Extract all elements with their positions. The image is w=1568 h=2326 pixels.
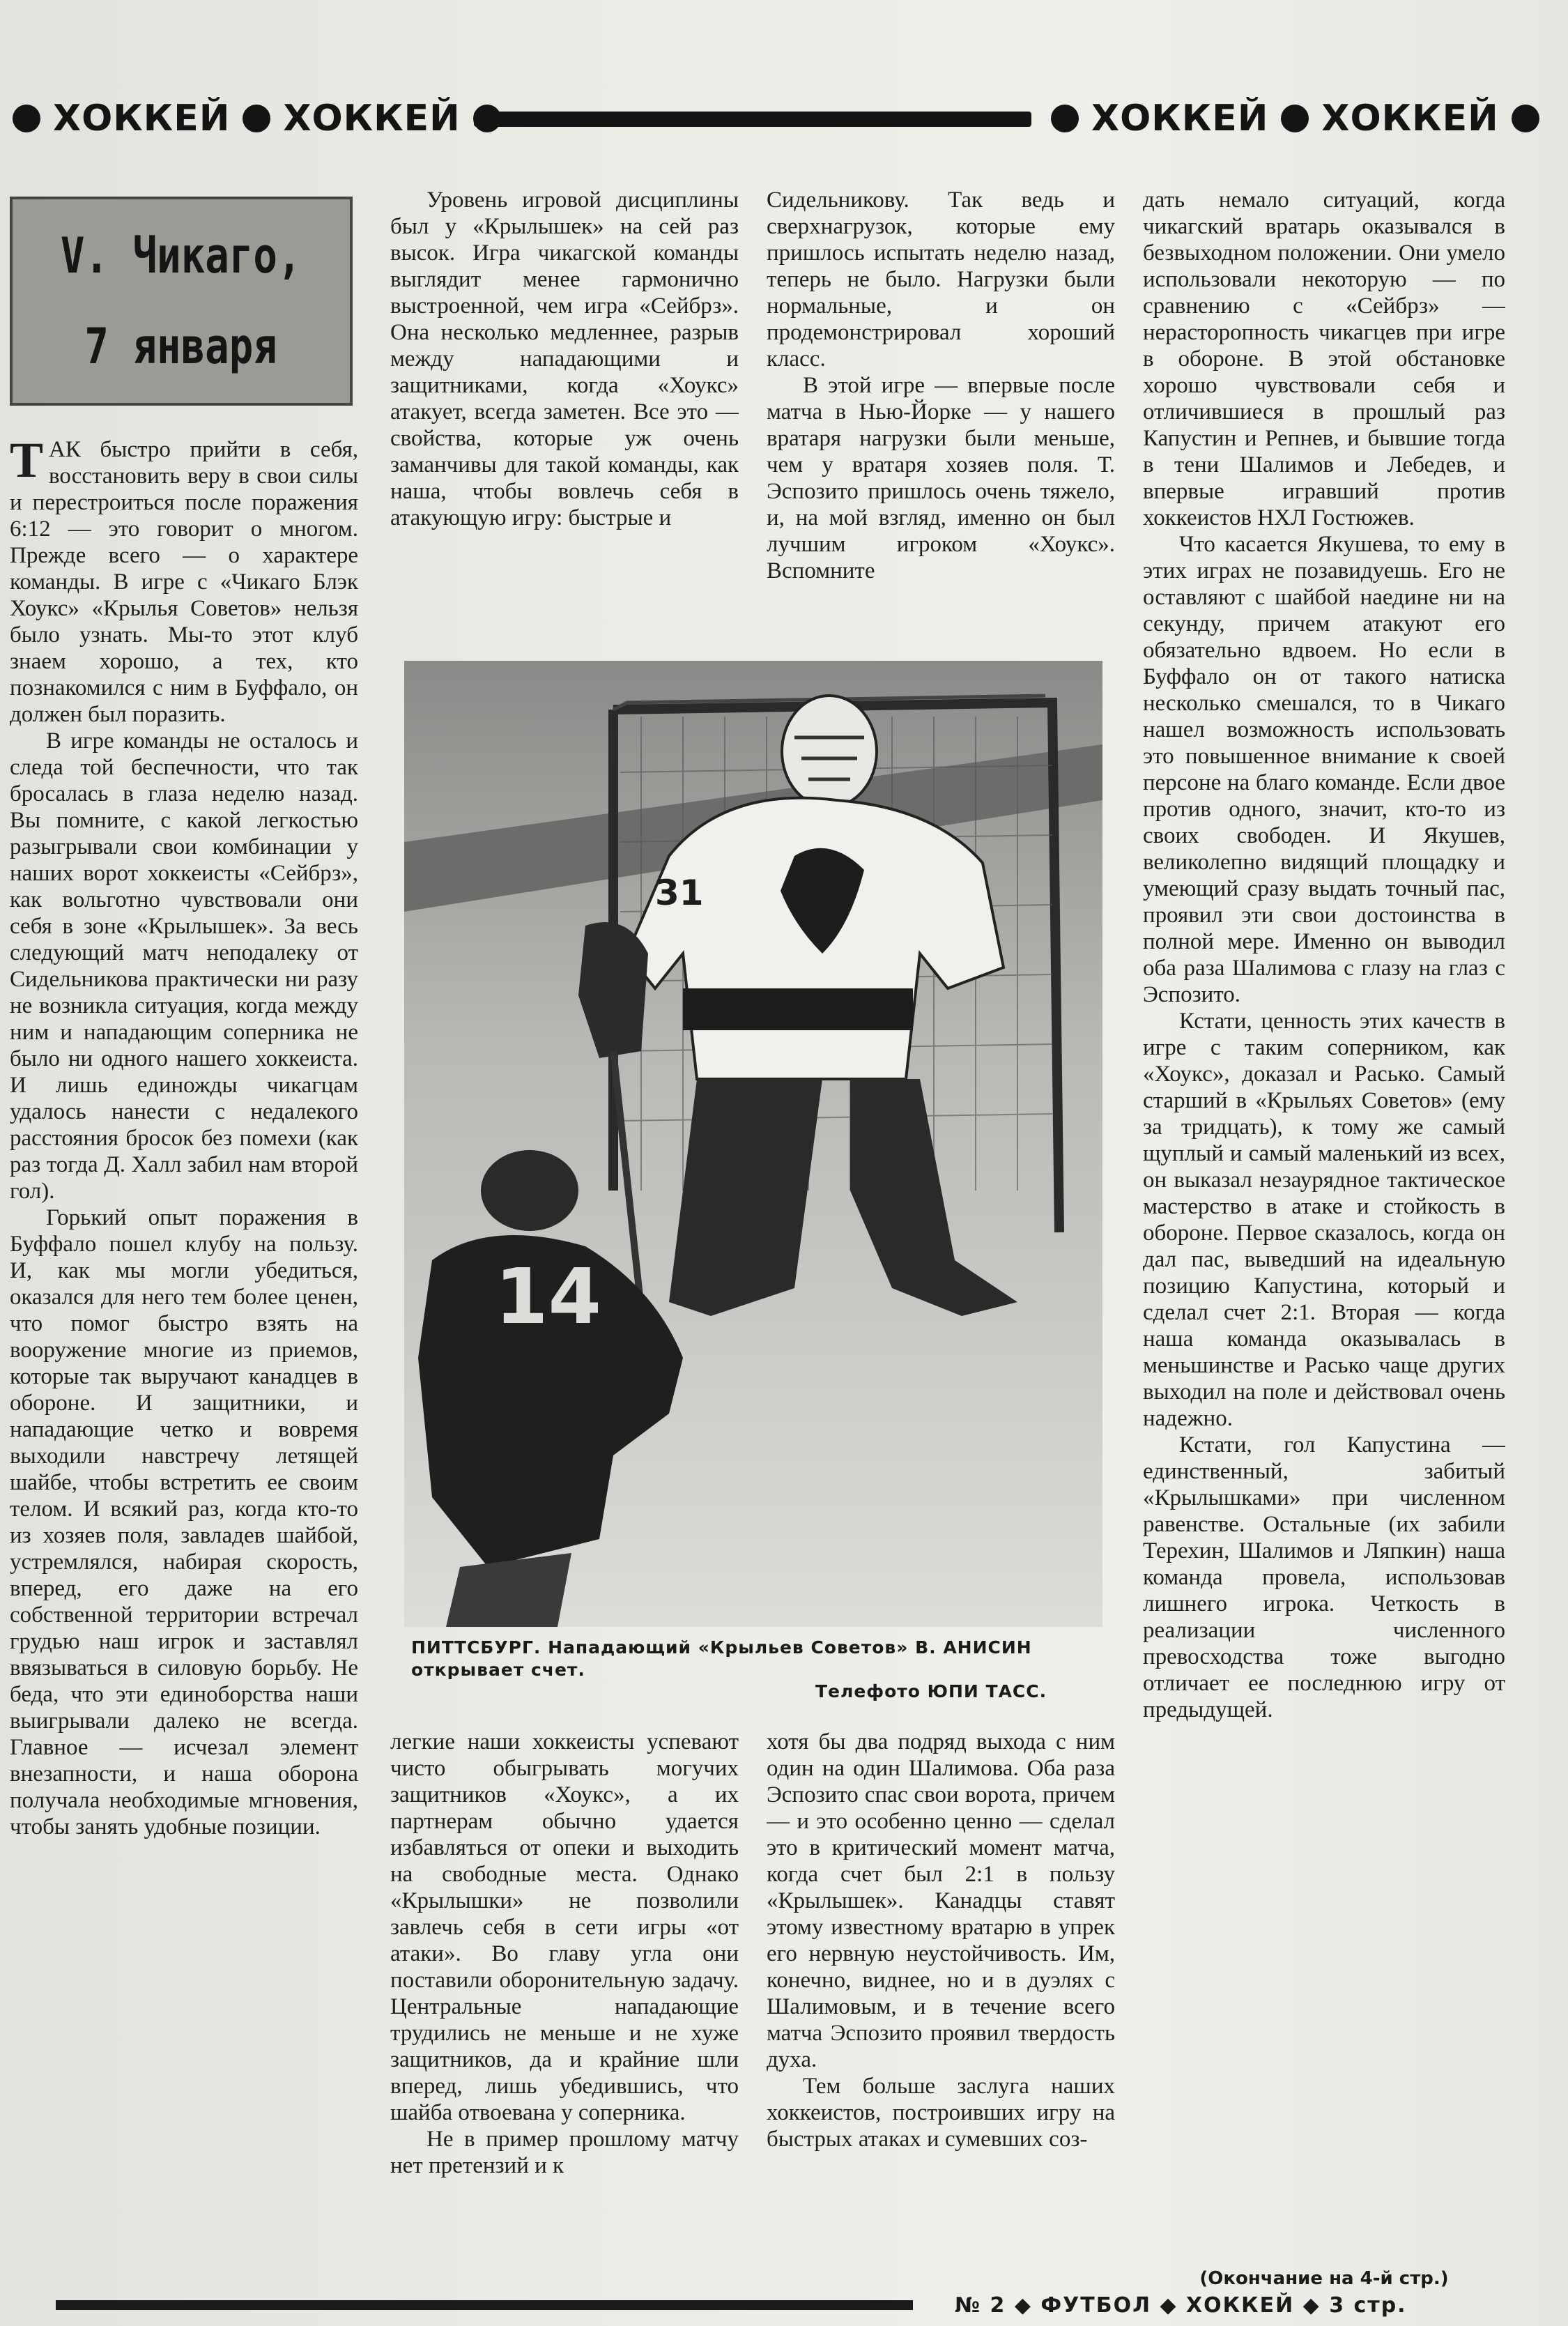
section-header xyxy=(0,84,1568,153)
paragraph xyxy=(10,436,358,728)
header-right xyxy=(1038,96,1552,141)
paragraph: Что касается Якушева, то ему в этих играх не позавидуешь. Его не оставляют с шайбой наедине ни на секунду, причем атакуют его обязательно вдвоем. Но если в Буффало он от такого натиска несколько смешался, то в Чикаго нашел возможность использовать это повышенное внимание к своей персоне на благо команде. Если двое против одного, значит, кто-то из своих свободен. И Якушев, великолепно видящий площадку и умеющий сразу выдать точный пас, проявил эти свои достоинства в полной мере. Именно он выводил оба раза Шалимова с глазу на глаз с Эспозито. xyxy=(1143,532,1505,1007)
paragraph: Не в пример прошлому матчу нет претензий и к xyxy=(390,2127,739,2178)
header-word: ХОККЕЙ xyxy=(283,98,461,139)
bullet-icon xyxy=(1512,105,1539,132)
paragraph: Горький опыт поражения в Буффало пошел клубу на пользу. И, как мы могли убедиться, оказался для него тем более ценен, что помог быстро взять на вооружение многие из приемов, которые так выручают канадцев в обороне. И защитники, и нападающие четко и вовремя выходили навстречу летящей шайбе, чтобы встретить ее своим телом. И всякий раз, когда кто-то из хозяев поля, завладев шайбой, устремлялся, набирая скорость, вперед, его даже на его собственной территории встречал грудью наш игрок и заставлял ввязываться в силовую борьбу. Не беда, что эти единоборства наши выигрывали далеко не всегда. Главное — исчезал элемент внезапности, и наша оборона получала необходимые мгновения, чтобы занять удобные позиции. xyxy=(10,1205,358,1839)
text-column-2-top xyxy=(390,187,739,647)
paragraph-text: АК быстро прийти в себя, восстановить веру в свои силы и перестроиться после поражения 6:12 — это говорит о многом. Прежде всего — о характере команды. В игре с «Чикаго Блэк Хоукс» «Крылья Советов» нельзя было узнать. Мы-то этот клуб знаем хорошо, а тех, кто познакомился с ним в Буффало, он должен был поразить. xyxy=(10,437,358,727)
header-word: ХОККЕЙ xyxy=(1321,98,1499,139)
paragraph: Тем больше заслуга наших хоккеистов, построивших игру на быстрых атаках и сумевших соз- xyxy=(767,2074,1115,2152)
goalie-number: 31 xyxy=(655,873,704,913)
photo-caption: ПИТТСБУРГ. Нападающий «Крыльев Советов» В. АНИСИН открывает счет. xyxy=(411,1637,1032,1680)
paragraph: Сидельникову. Так ведь и сверхнагрузок, которые ему пришлось испытать неделю назад, теперь не было. Нагрузки были нормальные, и он продемонстрировал хороший класс. xyxy=(767,188,1115,372)
article-title-line2: 7 января xyxy=(84,318,278,375)
hockey-photo xyxy=(404,661,1102,1627)
bullet-icon xyxy=(1051,105,1079,132)
drop-cap: Т xyxy=(10,436,44,488)
photo-illustration xyxy=(404,661,1102,1627)
text-column-4 xyxy=(1143,187,1505,2292)
header-left xyxy=(0,96,514,141)
footer-rule xyxy=(56,2300,913,2310)
paragraph: В этой игре — впервые после матча в Нью-Йорке — у нашего вратаря нагрузки были меньше, чем у вратаря хозяев поля. Т. Эспозито пришлось очень тяжело, и, на мой взгляд, именно он был лучшим игроком «Хоукс». Вспомните xyxy=(767,373,1115,583)
page-footer: № 2 ◆ ФУТБОЛ ◆ ХОККЕЙ ◆ 3 стр. xyxy=(955,2293,1407,2318)
bullet-icon xyxy=(243,105,270,132)
photo-credit: Телефото ЮПИ ТАСС. xyxy=(815,1681,1047,1701)
paragraph: В игре команды не осталось и следа той беспечности, что так бросалась в глаза неделю назад. Вы помните, с какой легкостью разыгрывали свои комбинации у наших ворот хоккеисты «Сейбрз», как вольготно чувствовали они себя в зоне «Крылышек». За весь следующий матч неподалеку от Сидельникова практически ни разу не возникла ситуация, когда между ним и нападающим соперника не было ни одного нашего хоккеиста. И лишь единожды чикагцам удалось нанести с недалекого расстояния бросок без помехи (как раз тогда Д. Халл забил нам второй гол). xyxy=(10,728,358,1204)
header-word: ХОККЕЙ xyxy=(53,98,231,139)
paragraph: Кстати, ценность этих качеств в игре с таким соперником, как «Хоукс», доказал и Расько. Самый старший в «Крыльях Советов» (ему за тридцать), к тому же самый щуплый и самый маленький из всех, он выказал незаурядное тактическое мастерство в атаке и стойкость в обороне. Первое сказалось, когда он дал пас, выведший на идеальную позицию Капустина, который и сделал счет 2:1. Вторая — когда наша команда оказывалась в меньшинстве и Расько чаще других выходил на поле и действовал очень надежно. xyxy=(1143,1009,1505,1431)
paragraph: Кстати, гол Капустина — единственный, забитый «Крылышками» при численном равенстве. Остальные (их забили Терехин, Шалимов и Ляпкин) наша команда провела, использовав лишнего игрока. Четкость в реализации численного превосходства тоже выгодно отличает ее последнюю игру от предыдущей. xyxy=(1143,1432,1505,1722)
text-column-3-top xyxy=(767,187,1115,647)
paragraph: дать немало ситуаций, когда чикагский вратарь оказывался в безвыходном положении. Они умело использовали некоторую — по сравнению с «Сейбрз» — нерасторопность чикагцев при игре в обороне. В этой обстановке хорошо чувствовали себя и отличившиеся в прошлый раз Капустин и Репнев, и бывшие тогда в тени Шалимов и Лебедев, и впервые игравший против хоккеистов НХЛ Гостюжев. xyxy=(1143,188,1505,530)
continuation-note: (Окончание на 4-й стр.) xyxy=(1199,2268,1449,2289)
bullet-icon xyxy=(13,105,40,132)
article-title-line1: V. Чикаго, xyxy=(61,227,302,284)
player-number: 14 xyxy=(495,1252,602,1341)
header-rule xyxy=(474,112,1031,127)
paragraph: хотя бы два подряд выхода с ним один на один Шалимова. Оба раза Эспозито спас свои ворота, причем — и это особенно ценно — сделал это в критический момент матча, когда счет был 2:1 в пользу «Крылышек». Канадцы ставят этому известному вратарю в упрек его нервную неустойчивость. Им, конечно, виднее, но и в дуэлях с Шалимовым, и в течение всего матча Эспозито проявил твердость духа. xyxy=(767,1729,1115,2072)
header-word: ХОККЕЙ xyxy=(1091,98,1269,139)
text-column-1 xyxy=(10,436,358,2304)
text-column-2-bottom xyxy=(390,1729,739,2300)
bullet-icon xyxy=(1281,105,1309,132)
paragraph: легкие наши хоккеисты успевают чисто обыгрывать могучих защитников «Хоукс», а их партнерам обычно удается избавляться от опеки и выходить на свободные места. Однако «Крылышки» не позволили завлечь себя в сети игры «от атаки». Во главу угла они поставили оборонительную задачу. Центральные нападающие трудились не меньше и не хуже защитников, да и крайние шли вперед, лишь убедившись, что шайба отвоевана у соперника. xyxy=(390,1729,739,2125)
paragraph: Уровень игровой дисциплины был у «Крылышек» на сей раз высок. Игра чикагской команды выглядит менее гармонично выстроенной, чем игра «Сейбрз». Она несколько медленнее, разрыв между нападающими и защитниками, когда «Хоукс» атакует, всегда заметен. Все это — свойства, которые уж очень заманчивы для такой команды, как наша, чтобы вовлечь себя в атакующую игру: быстрые и xyxy=(390,188,739,530)
article-title-box xyxy=(10,197,353,406)
text-column-3-bottom xyxy=(767,1729,1115,2300)
